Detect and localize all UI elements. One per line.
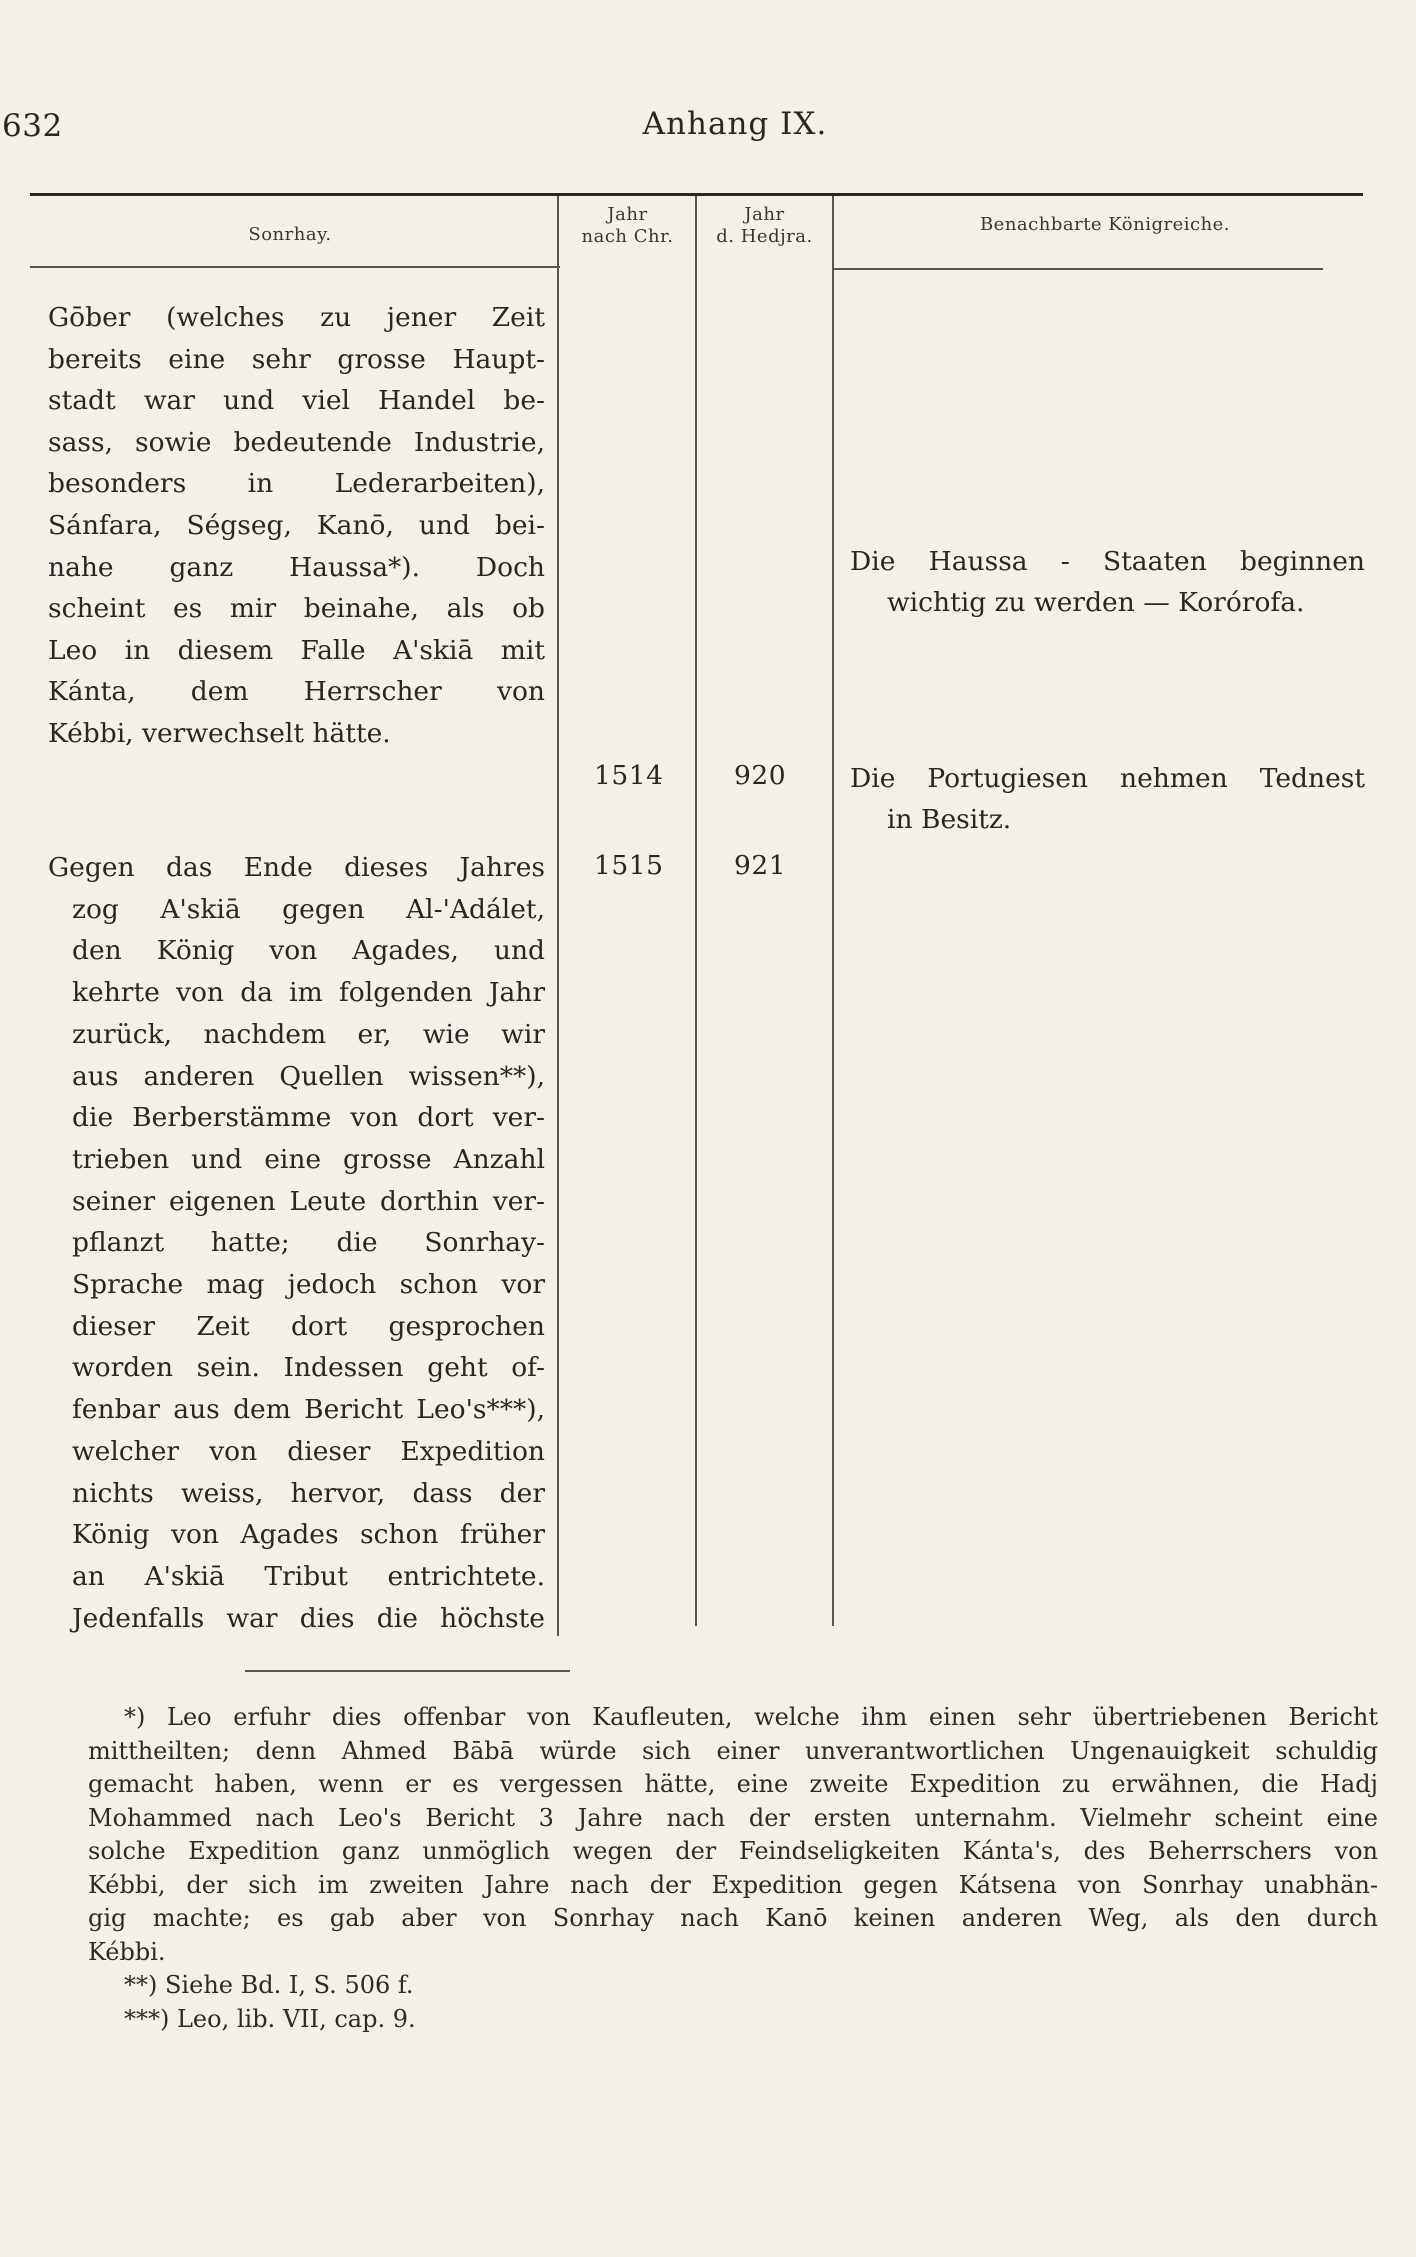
footnote-rule [245,1670,570,1672]
text-line: Die Haussa - Staaten beginnen [850,546,1365,577]
text-line: welcher von dieser Expedition [72,1435,545,1467]
text-line: besonders in Lederarbeiten), [48,468,545,500]
year-chr-1515: 1515 [594,850,664,881]
text-line: dieser Zeit dort gesprochen [72,1310,545,1342]
text-line: nichts weiss, hervor, dass der [72,1477,545,1509]
text-line: zurück, nachdem er, wie wir [72,1018,545,1050]
text-line: die Berberstämme von dort ver- [72,1102,545,1134]
footnote-1-line: gig machte; es gab aber von Sonrhay nach Kanō keinen anderen Weg, als den durch [88,1904,1378,1932]
text-line: aus anderen Quellen wissen**), [72,1060,545,1092]
footnote-1-line: Kébbi. [88,1937,166,1966]
text-line: kehrte von da im folgenden Jahr [72,977,545,1009]
text-line: sass, sowie bedeutende Industrie, [48,426,545,458]
text-line: Gōber (welches zu jener Zeit [48,302,545,333]
text-line: Sánfara, Ségseg, Kanō, und bei- [48,509,545,541]
kingdoms-haussa-entry [850,541,1365,623]
footnote-1-line: mittheilten; denn Ahmed Bābā würde sich einer unverantwortlichen Ungenauigkeit schuldig [88,1736,1378,1765]
footnote-1-line: *) Leo erfuhr dies offenbar von Kaufleuten, welche ihm einen sehr übertriebenen Bericht [124,1703,1378,1731]
text-line: in Besitz. [887,804,1012,835]
year-hedjra-921: 921 [734,850,787,881]
header-rule-left [30,266,560,268]
sonrhay-entry-gober [48,297,545,755]
header-jahr-nach-chr-line1: Jahr [607,204,648,225]
kingdoms-portugal-entry [850,758,1365,840]
header-jahr-hedjra-line2: d. Hedjra. [716,226,813,247]
header-jahr-hedjra-line1: Jahr [744,204,785,225]
text-line: den König von Agades, und [72,935,545,967]
text-line: Sprache mag jedoch schon vor [72,1269,545,1301]
header-sonrhay: Sonrhay. [248,224,332,245]
footnote-1-line: Kébbi, der sich im zweiten Jahre nach der Expedition gegen Kátsena von Sonrhay unabhän- [88,1870,1378,1899]
footnote-1-line: gemacht haben, wenn er es vergessen hätte, eine zweite Expedition zu erwähnen, die Hadj [88,1770,1378,1798]
text-line: pflanzt hatte; die Sonrhay- [72,1227,545,1259]
text-line: wichtig zu werden — Korórofa. [887,587,1305,618]
year-hedjra-920: 920 [734,760,787,791]
text-line: seiner eigenen Leute dorthin ver- [72,1185,545,1217]
text-line: bereits eine sehr grosse Haupt- [48,343,545,375]
text-line: trieben und eine grosse Anzahl [72,1143,545,1175]
header-rule-right [833,268,1323,270]
text-line: fenbar aus dem Bericht Leo's***), [72,1394,545,1426]
footnote-1-line: solche Expedition ganz unmöglich wegen der Feindseligkeiten Kánta's, des Beherrschers von [88,1837,1378,1865]
text-line: an A'skiā Tribut entrichtete. [72,1560,545,1592]
text-line: nahe ganz Haussa*). Doch [48,551,545,583]
text-line: scheint es mir beinahe, als ob [48,593,545,625]
footnotes [88,1701,1378,2036]
header-jahr-nach-chr-line2: nach Chr. [581,226,674,247]
text-line: Jedenfalls war dies die höchste [72,1602,545,1634]
text-line: Gegen das Ende dieses Jahres [48,852,545,883]
header-benachbarte-koenigreiche: Benachbarte Königreiche. [979,214,1231,235]
header-jahr-nach-chr [560,204,695,248]
sonrhay-entry-agades [48,847,545,1639]
footnote-1-line: Mohammed nach Leo's Bericht 3 Jahre nach der ersten unternahm. Vielmehr scheint eine [88,1803,1378,1832]
text-line: zog A'skiā gegen Al-'Adálet, [72,893,545,925]
header-jahr-hedjra [697,204,832,248]
footnote-2: **) Siehe Bd. I, S. 506 f. [124,1971,414,1999]
text-line: worden sein. Indessen geht of- [72,1352,545,1384]
running-head: Anhang IX. [642,106,828,142]
text-line: König von Agades schon früher [72,1519,545,1551]
column-rule-3 [832,196,834,1626]
text-line: Leo in diesem Falle A'skiā mit [48,634,545,666]
text-line: Kánta, dem Herrscher von [48,676,545,708]
text-line: Die Portugiesen nehmen Tednest [850,763,1365,794]
text-line: stadt war und viel Handel be- [48,385,545,417]
footnote-3: ***) Leo, lib. VII, cap. 9. [124,2004,416,2033]
text-line: Kébbi, verwechselt hätte. [48,717,391,749]
year-chr-1514: 1514 [594,760,664,791]
column-rule-2 [695,196,697,1626]
page-number: 632 [2,108,63,144]
column-rule-1 [557,196,559,1636]
